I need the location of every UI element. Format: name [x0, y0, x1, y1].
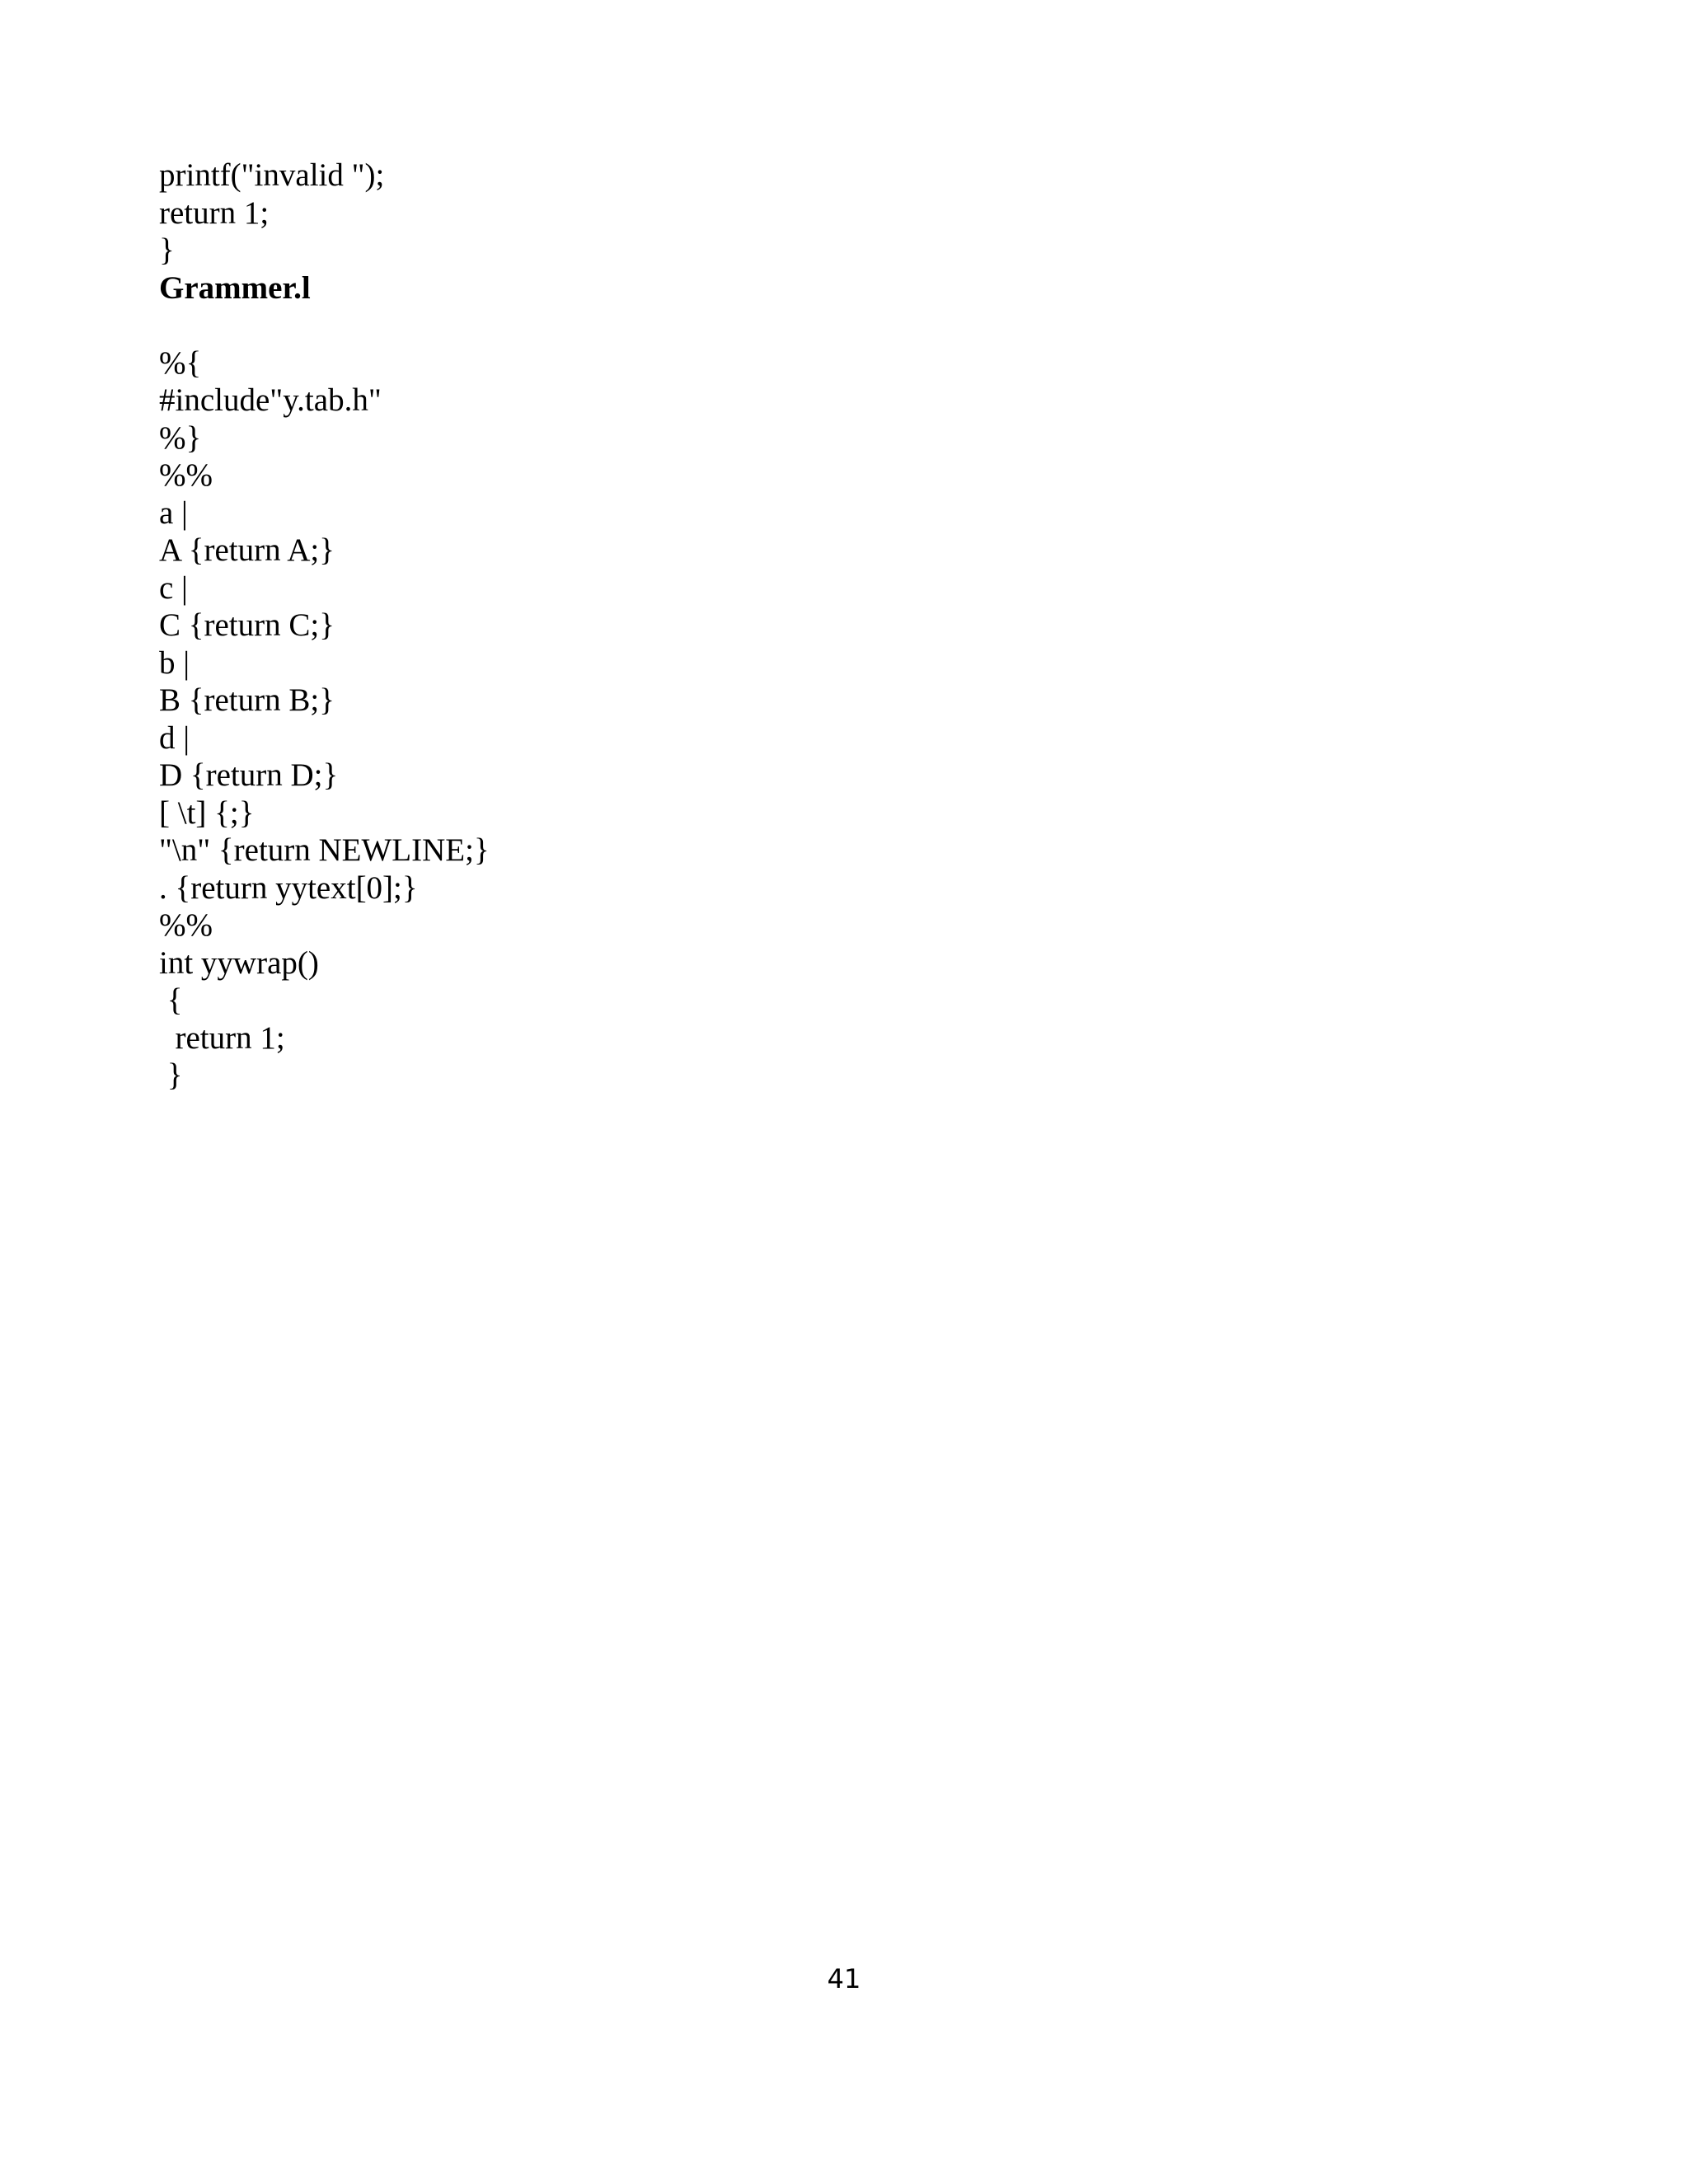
- page-number: 41: [827, 1963, 861, 1994]
- code-line: int yywrap(): [159, 944, 319, 981]
- code-line: return 1;: [159, 1019, 285, 1056]
- code-line: {: [159, 982, 183, 1018]
- code-line: }: [159, 232, 175, 268]
- code-line: b |: [159, 644, 190, 681]
- code-line: }: [159, 1057, 183, 1093]
- code-line: #include"y.tab.h": [159, 382, 382, 418]
- code-line: C {return C;}: [159, 607, 335, 643]
- code-line: %%: [159, 457, 213, 493]
- code-line: A {return A;}: [159, 532, 335, 568]
- code-line: d |: [159, 719, 190, 756]
- section-heading: Grammer.l: [159, 269, 311, 306]
- code-block-lex: [159, 344, 1478, 1094]
- code-line: c |: [159, 569, 188, 606]
- code-line: B {return B;}: [159, 682, 335, 718]
- code-line: %}: [159, 419, 202, 456]
- spacer: [159, 307, 1478, 344]
- code-line: %%: [159, 907, 213, 943]
- code-line: "\n" {return NEWLINE;}: [159, 832, 490, 868]
- page-content: [159, 157, 1478, 1094]
- code-block-top: [159, 157, 1478, 269]
- code-line: a |: [159, 494, 188, 531]
- code-line: printf("invalid ");: [159, 157, 385, 193]
- code-line: %{: [159, 344, 202, 381]
- code-line: return 1;: [159, 194, 270, 231]
- code-line: . {return yytext[0];}: [159, 869, 418, 906]
- code-line: D {return D;}: [159, 757, 339, 793]
- code-line: [ \t] {;}: [159, 794, 255, 831]
